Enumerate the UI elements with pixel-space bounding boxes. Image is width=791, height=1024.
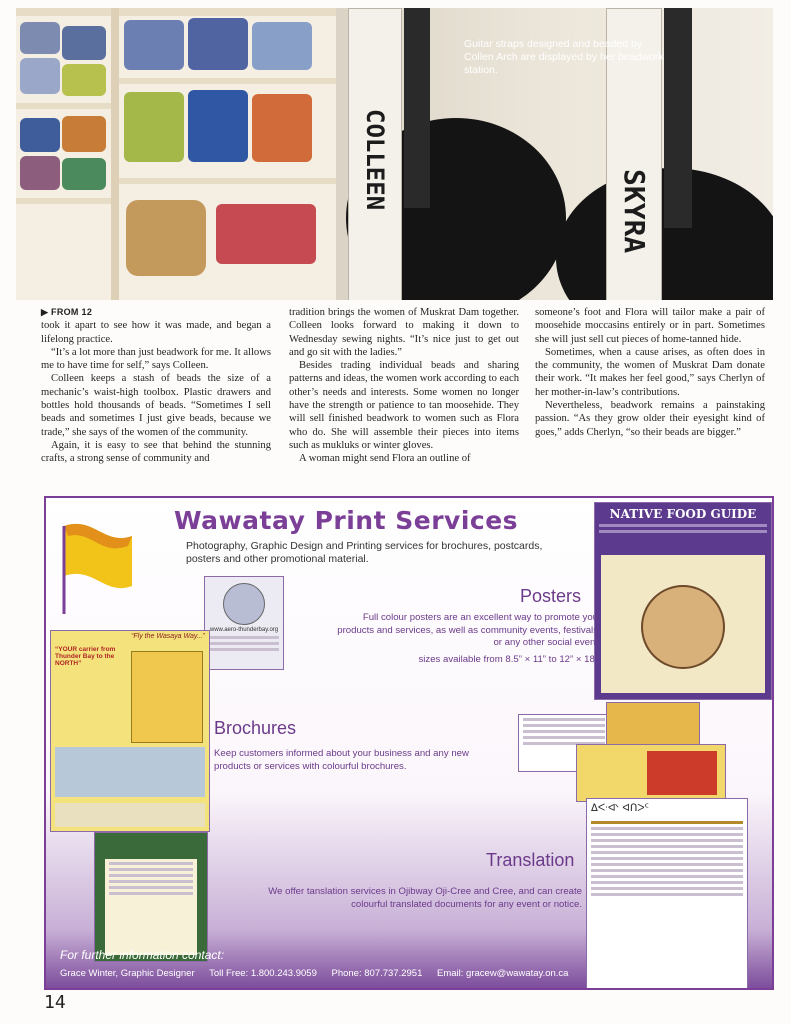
- article-column-1: [41, 306, 271, 466]
- web-sample: [94, 832, 208, 962]
- wasaya-photos: [55, 747, 205, 797]
- bead-shelf: [16, 8, 336, 300]
- article-body: [41, 306, 773, 490]
- guitar-strap-photo: [16, 8, 773, 300]
- syllabics-header: ᐃᑅᐮ ᐊᑎᐳᑦ: [591, 803, 649, 814]
- native-food-guide-title: NATIVE FOOD GUIDE: [609, 507, 757, 521]
- page-number: 14: [44, 992, 66, 1013]
- paragraph: A woman might send Flora an outline of: [299, 453, 471, 465]
- brochure-sample-3: [576, 744, 726, 802]
- paragraph: Again, it is easy to see that behind the stunning crafts, a strong sense of community and: [41, 439, 271, 465]
- posters-body: Full colour posters are an excellent way to promote you products and services, as well as community events, festivals or any other social event: [337, 612, 598, 648]
- translation-heading: Translation: [486, 850, 575, 870]
- guitar-neck-right: [664, 8, 692, 228]
- wasaya-fly-text: “Fly the Wasaya Way...”: [131, 633, 205, 640]
- paragraph: Colleen keeps a stash of beads the size of a mechanic’s waist-high toolbox. Plastic drawers and bottles hold thousands of beads. “Sometimes I sell beads and sometimes I just give beads, because we trade,” she says of the women of the community.: [41, 373, 271, 438]
- article-column-2: [289, 306, 519, 466]
- paragraph: Nevertheless, beadwork remains a painstaking passion. “As they grow older their eyesight kind of goes,” adds Cherlyn, “so their beads are bigger.”: [535, 400, 765, 438]
- wasaya-tagline: “YOUR carrier from Thunder Bay to the NORTH”: [55, 646, 116, 667]
- contact-name: Grace Winter, Graphic Designer: [60, 968, 195, 979]
- web-sample-content: [105, 859, 197, 955]
- contact-line: [60, 968, 580, 979]
- posters-heading: Posters: [520, 586, 582, 606]
- ad-subtitle: Photography, Graphic Design and Printing services for brochures, postcards, posters and other promotional material.: [186, 540, 543, 565]
- ad-title: Wawatay Print Services: [174, 506, 519, 535]
- from-page-label: ▶ FROM 12: [41, 307, 93, 317]
- wawatay-print-ad: [44, 496, 774, 990]
- paragraph: tradition brings the women of Muskrat Dam together. Colleen looks forward to making it down to Wednesday sewing nights. “It’s nice just to get out and go sit with the ladies.”: [289, 307, 519, 358]
- article-column-3: [535, 306, 765, 439]
- photo-caption: Guitar straps designed and beaded by Collen Arch are displayed by her beadwork station.: [464, 38, 664, 76]
- strap-skyra-text: SKYRA: [618, 169, 651, 254]
- brochure-map: [647, 751, 717, 795]
- from-page-text: FROM 12: [51, 307, 93, 317]
- contact-heading: For further information contact:: [60, 948, 225, 962]
- contact-email: Email: gracew@wawatay.on.ca: [437, 968, 569, 979]
- paragraph: took it apart to see how it was made, and began a lifelong practice.: [41, 320, 271, 345]
- wasaya-sample: [50, 630, 210, 832]
- contact-toll-free: Toll Free: 1.800.243.9059: [209, 968, 317, 979]
- wasaya-map: [131, 651, 203, 743]
- strap-colleen-text: COLLEEN: [361, 109, 389, 211]
- flag-graphic: [54, 516, 134, 616]
- paragraph: someone’s foot and Flora will tailor make a pair of moosehide moccasins entirely or in part. Sometimes she will just sell cut pieces of home-tanned hide.: [535, 307, 765, 345]
- paragraph: “It’s a lot more than just beadwork for me. It allows me to have time for self,” says Colleen.: [41, 346, 271, 372]
- cd-disc: [223, 583, 265, 625]
- wasaya-footer-strip: [55, 803, 205, 827]
- cd-sample: [204, 576, 284, 670]
- cd-url: www.aero-thunderbay.org: [209, 627, 279, 633]
- brochures-body: Keep customers informed about your business and any new products or services with colourful brochures.: [214, 748, 469, 772]
- native-food-guide-sample: [594, 502, 772, 700]
- ad-footer: [46, 944, 772, 988]
- paragraph: Sometimes, when a cause arises, as often does in the community, the women of Muskrat Dam donate their work. “It makes her feel good,” says Cherlyn of her mother-in-law’s contributions.: [535, 346, 765, 398]
- strap-colleen: [348, 8, 402, 300]
- food-guide-plate: [641, 585, 725, 669]
- food-guide-panel: [601, 555, 765, 693]
- brochures-heading: Brochures: [214, 718, 297, 738]
- guitar-neck-left: [404, 8, 430, 208]
- paragraph: Besides trading individual beads and sharing patterns and ideas, the women work according to each other’s needs and interests. Some women no longer have the strength or patience to tan moosehide. They will sell finished beadwork to women such as Flora who do. She will assemble their pieces into items such as mukluks or winter gloves.: [289, 360, 519, 451]
- translation-body: We offer tanslation services in Ojibway Oji-Cree and Cree, and can create colourful translated documents for any event or notice.: [268, 886, 582, 910]
- contact-phone: Phone: 807.737.2951: [331, 968, 423, 979]
- posters-sizes: sizes available from 8.5” × 11” to 12” × 18”: [418, 654, 598, 665]
